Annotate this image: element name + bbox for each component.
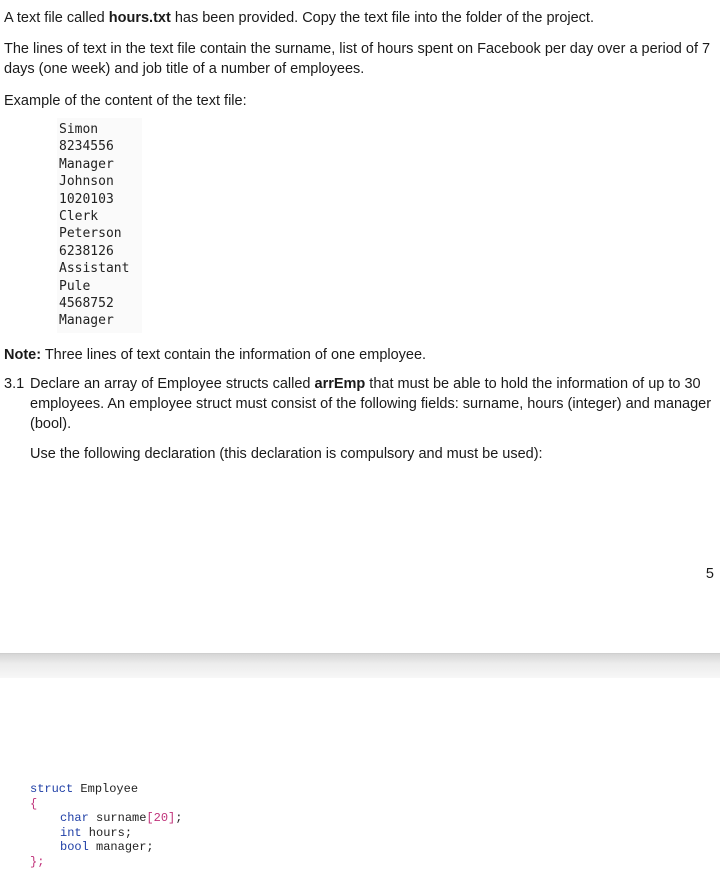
- text-file-line: Simon: [59, 122, 99, 137]
- close-brace: };: [30, 854, 45, 869]
- marks-number: 5: [705, 566, 714, 582]
- text-file-line: Johnson: [59, 174, 114, 190]
- example-heading: Example of the content of the text file:: [4, 93, 247, 109]
- text-file-line: Pule: [59, 278, 91, 294]
- question-text-start: Declare an array of Employee structs called: [30, 376, 315, 392]
- page-break-divider: [0, 653, 720, 678]
- code-line-1: [30, 782, 152, 797]
- int-keyword: int: [60, 825, 82, 840]
- text-file-line: 6238126: [59, 243, 114, 259]
- text-file-line: Assistant: [59, 261, 130, 277]
- intro-text: A text file called: [4, 10, 109, 26]
- hours-field: hours: [81, 825, 125, 840]
- semicolon: ;: [146, 840, 154, 855]
- question-text: [30, 374, 716, 434]
- text-file-line: 4568752: [59, 296, 114, 311]
- text-file-line: 8234556: [59, 139, 114, 155]
- note-label: Note:: [4, 347, 42, 363]
- intro-paragraph-2: The lines of text in the text file contain the surname, list of hours spent on Facebook per day over a period of 7 days (one week) and job title of a number of employees.: [4, 41, 711, 77]
- text-file-line: 1020103: [59, 191, 114, 207]
- text-file-line: Peterson: [59, 226, 122, 242]
- question-instruction: Use the following declaration (this declaration is compulsory and must be used):: [30, 446, 543, 462]
- text-file-line: Clerk: [59, 209, 99, 224]
- struct-name: Employee: [73, 782, 139, 796]
- bool-keyword: bool: [60, 840, 89, 855]
- semicolon: ;: [175, 811, 183, 826]
- surname-field: surname: [88, 811, 147, 826]
- code-line-5: [60, 840, 182, 855]
- array-name-bold: arrEmp: [314, 376, 366, 392]
- struct-declaration-code: [30, 782, 183, 870]
- note-paragraph: [4, 345, 426, 365]
- code-line-3: [60, 811, 182, 826]
- semicolon: ;: [124, 825, 133, 840]
- filename-bold: hours.txt: [108, 10, 171, 26]
- struct-keyword: struct: [30, 782, 74, 796]
- text-file-line: Manager: [59, 313, 114, 329]
- code-line-6: [30, 855, 152, 870]
- text-file-line: Manager: [59, 156, 114, 172]
- array-size: [20]: [146, 811, 176, 826]
- question-number: 3.1: [4, 376, 25, 392]
- intro-paragraph-1: [4, 8, 594, 28]
- code-line-4: [60, 826, 182, 841]
- open-brace: {: [30, 796, 38, 811]
- char-keyword: char: [60, 811, 89, 826]
- code-line-2: [30, 797, 152, 812]
- question-text-end: that must be able to hold the information of up to 30 employees. An employee struct must consist of the following fields: surname, hours (integer) and manager (bool).: [30, 376, 712, 432]
- note-text: Three lines of text contain the information of one employee.: [41, 347, 427, 363]
- manager-field: manager: [88, 840, 147, 855]
- intro-text-end: has been provided. Copy the text file into the folder of the project.: [170, 10, 594, 26]
